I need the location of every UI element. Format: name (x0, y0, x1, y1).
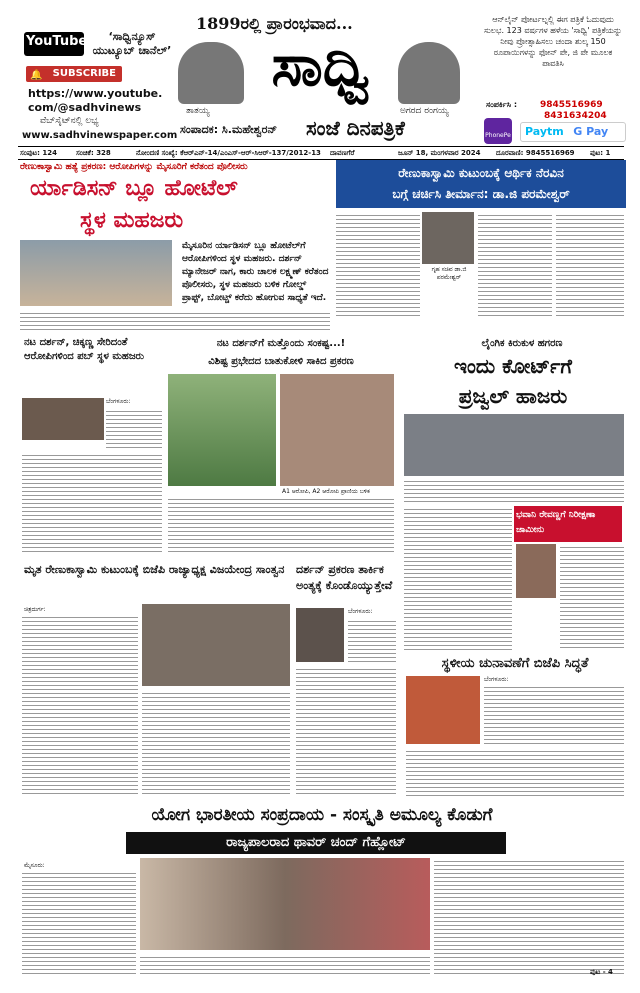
story2-photo (422, 212, 474, 264)
story9-subhead: ರಾಜ್ಯಪಾಲರಾದ ಥಾವರ್ ಚಂದ್ ಗೆಹ್ಲೋಟ್ (226, 835, 406, 850)
contact-phone-1: 9845516969 (540, 100, 603, 110)
story1-headline-2: ಸ್ಥಳ ಮಹಜರು (80, 208, 184, 233)
story8-photo (406, 676, 480, 744)
newspaper-title: ಸಾಧ್ವಿ (271, 31, 371, 99)
story4-caption: A1 ಆರೋಪಿ, A2 ಆರೋಪಿ ಪ್ರಾಣಿಯ ಬಳಿಕ (282, 488, 370, 495)
story8-headline: ಸ್ಥಳೀಯ ಚುನಾವಣೆಗೆ ಬಿಜೆಪಿ ಸಿದ್ಧತೆ (441, 656, 589, 671)
gpay-label: G Pay (573, 125, 609, 138)
story1-headline-1: ರ್ಯಾಡಿಸನ್ ಬ್ಲೂ ಹೋಟೆಲ್ (30, 176, 238, 201)
story1-photo (20, 240, 172, 306)
story2-text-3 (556, 212, 624, 318)
info-bar: ಸಂಪುಟ: 124 ಸಂಚಿಕೆ: 328 ನೋಂದಣಿ ಸಂಖ್ಯೆ: ಕೆಆರ್‌ಎನ್-14/ಎಂಎಸ್-ಆರ್-ಸಿಆರ್-137/2012-13 ದಾವಣಗೆರೆ ಜೂನ್ 18, ಮಂಗಳವಾರ 2024 ದೂರವಾಣಿ: 9845516969 ಪುಟ: 1 (18, 146, 624, 160)
story5-photo (404, 414, 624, 476)
story5-headline-2: ಪ್ರಜ್ವಲ್ ಹಾಜರು (458, 384, 568, 408)
story3-dateline: ಬೆಂಗಳೂರು: (106, 398, 131, 405)
story2-text-2 (478, 212, 552, 318)
story9-headline: ಯೋಗ ಭಾರತೀಯ ಸಂಪ್ರದಾಯ - ಸಂಸ್ಕೃತಿ ಅಮೂಲ್ಯ ಕೊಡುಗೆ (151, 805, 493, 825)
editor-name: ಸಂಪಾದಕ: ಸಿ.ಮಹೇಶ್ವರನ್ (180, 123, 278, 136)
story5-text-3 (560, 544, 624, 650)
story2-headline-2: ಬಗ್ಗೆ ಚರ್ಚಿಸಿ ತೀರ್ಮಾನ: ಡಾ.ಜಿ ಪರಮೇಶ್ವರ್ (392, 187, 570, 201)
story6-photo (142, 604, 290, 686)
story2-headline-1: ರೇಣುಕಾಸ್ವಾಮಿ ಕುಟುಂಬಕ್ಕೆ ಆರ್ಥಿಕ ನೆರವಿನ (398, 166, 564, 180)
story4-text (168, 496, 394, 554)
story5-text-2 (404, 506, 512, 650)
story7-photo (296, 608, 344, 662)
story1-lead: ಮೈಸೂರಿನ ರ್ಯಾಡಿಸನ್ ಬ್ಲೂ ಹೋಟೆಲ್‌ಗೆ ಆರೋಪಿಗಳಿಂದ ಸ್ಥಳ ಮಹಜರು. ದರ್ಶನ್ ಮ್ಯಾನೇಜರ್ ನಾಗ, ಕಾರು ಚಾಲಕ ಲಕ್ಷ್ಮಣ್ ಕರೆತಂದ ಪೊಲೀಸರು, ಸ್ಥಳ ಮಹಜರು ಬಳಿಕ ಗೋಲ್ಡ್ ಪ್ರಾಪ್ಟ್, ಬೋಟ್ಚ್ ಕರೆದು ಹೋಗುವ ಸಾಧ್ಯತೆ ಇದೆ. (182, 241, 329, 303)
contact-phone-2: 8431634204 (544, 111, 607, 121)
story5-text (404, 478, 624, 504)
story8-text (484, 684, 624, 744)
story3-text (106, 408, 162, 448)
payment-badge[interactable] (520, 122, 626, 142)
story2-text (336, 212, 420, 318)
story6-text-2 (142, 690, 290, 796)
story9-dateline: ಮೈಸೂರು: (24, 862, 45, 869)
story6-headline: ಮೃತ ರೇಣುಕಾಸ್ವಾಮಿ ಕುಟುಂಬಕ್ಕೆ ಬಿಜೆಪಿ ರಾಜ್ಯಾಧ್ಯಕ್ಷ ವಿಜಯೇಂದ್ರ ಸಾಂತ್ವನ (24, 563, 285, 576)
story6-dateline: ಚಿತ್ರದುರ್ಗ: (24, 606, 46, 613)
story9-text-3 (434, 858, 624, 974)
story4-kicker: ನಟ ದರ್ಶನ್‌ಗೆ ಮತ್ತೊಂದು ಸಂಕಷ್ಟ...! (216, 338, 346, 349)
left-portrait-name: ತಾತಯ್ಯ (186, 106, 210, 116)
story7-text-2 (296, 666, 396, 796)
paytm-label: Paytm (525, 125, 564, 138)
website-note: ವೆಬ್‌ಸೈಟ್‌ನಲ್ಲಿ ಲಭ್ಯ (40, 116, 99, 126)
story7-headline: ದರ್ಶನ್ ಪ್ರಕರಣ ತಾರ್ಕಿಕ ಅಂತ್ಯಕ್ಕೆ ಕೊಂಡೊಯ್ಯುತ್ತೇವೆ (296, 563, 393, 592)
story3-text-2 (22, 452, 162, 554)
tagline: ಸಂಜೆ ದಿನಪತ್ರಿಕೆ (306, 116, 405, 140)
story8-dateline: ಬೆಂಗಳೂರು: (484, 676, 509, 683)
subscribe-button[interactable]: 🔔 SUBSCRIBE (26, 66, 122, 82)
left-founder-portrait (178, 42, 244, 104)
story4-headline: ವಿಶಿಷ್ಟ ಪ್ರಭೇದದ ಬಾತುಕೋಳಿ ಸಾಕಿದ ಪ್ರಕರಣ (208, 356, 354, 367)
story5-kicker: ಲೈಂಗಿಕ ಕಿರುಕುಳ ಹಗರಣ (481, 338, 563, 349)
story8-text-2 (406, 748, 624, 796)
bell-icon: 🔔 (30, 70, 43, 81)
continued-marker[interactable]: ಪುಟ - 4 (590, 968, 613, 976)
story3-photo (22, 398, 104, 440)
youtube-channel-note: ‘ಸಾಧ್ವಿನ್ಯೂಸ್ ಯುಟ್ಯೂಬ್ ಚಾನೆಲ್’ (92, 30, 172, 57)
story1-text (20, 310, 330, 330)
story1-kicker: ರೇಣುಕಾಸ್ವಾಮಿ ಹತ್ಯೆ ಪ್ರಕರಣ: ಆರೋಪಿಗಳನ್ನು ಮೈಸೂರಿಗೆ ಕರೆತಂದ ಪೊಲೀಸರು (20, 162, 248, 172)
story4-photo-geese (168, 374, 276, 486)
story9-text (22, 870, 136, 974)
youtube-url-line-2[interactable]: com/@sadhvinews (28, 101, 142, 114)
contact-label: ಸಂಪರ್ಕಿಸಿ : (486, 100, 518, 109)
youtube-url-line-1[interactable]: https://www.youtube. (28, 87, 163, 100)
story7-dateline: ಬೆಂಗಳೂರು: (348, 608, 373, 615)
story5-inset-photo (516, 544, 556, 598)
right-portrait-name: ಅಗರದ ರಂಗಯ್ಯ (400, 106, 449, 116)
story6-text (22, 614, 138, 796)
story2-photo-caption: ಗೃಹ ಸಚಿವ ಡಾ.ಜಿ ಪರಮೇಶ್ವರ್ (431, 266, 467, 281)
story9-photo (140, 858, 430, 950)
story5-subhead: ಭವಾನಿ ರೇವಣ್ಣಗೆ ನಿರೀಕ್ಷಣಾ ಜಾಮೀನು (516, 510, 596, 535)
story4-photo-actor (280, 374, 394, 486)
since-line: 1899ರಲ್ಲಿ ಪ್ರಾರಂಭವಾದ... (196, 14, 353, 33)
story3-headline: ನಟ ದರ್ಶನ್, ಚಿಕ್ಕಣ್ಣ ಸೇರಿದಂತೆ ಆರೋಪಿಗಳಿಂದ ಪಬ್ ಸ್ಥಳ ಮಹಜರು (24, 337, 145, 362)
story7-text (348, 618, 396, 662)
subscription-ad-text: ಆನ್‌ಲೈನ್ ಪೋರ್ಟಲ್ನಲ್ಲಿ ಈಗ ಪತ್ರಿಕೆ ಓದುವುದು ಸುಲಭ. 123 ವರ್ಷಗಳ ಹಳೆಯ 'ಸಾಧ್ವಿ' ಪತ್ರಿಕೆಯನ್ನು ನೀವು ಪ್ರೋತ್ಸಾಹಿಸಲು ಚಂದಾ ಶುಲ್ಕ 150 ರೂಪಾಯಿಗಳನ್ನು ಫೋನ್ ಪೇ, ಜಿ ಪೇ ಮೂಲಕ ಪಾವತಿಸಿ (484, 15, 622, 68)
story5-headline-1: ಇಂದು ಕೋರ್ಟ್‌ಗೆ (454, 354, 572, 378)
right-founder-portrait (398, 42, 460, 104)
phonepe-badge[interactable]: PhonePe (484, 118, 512, 144)
youtube-brand: YouTube (26, 34, 88, 49)
story9-text-2 (140, 954, 430, 976)
website-url[interactable]: www.sadhvinewspaper.com (22, 130, 178, 141)
